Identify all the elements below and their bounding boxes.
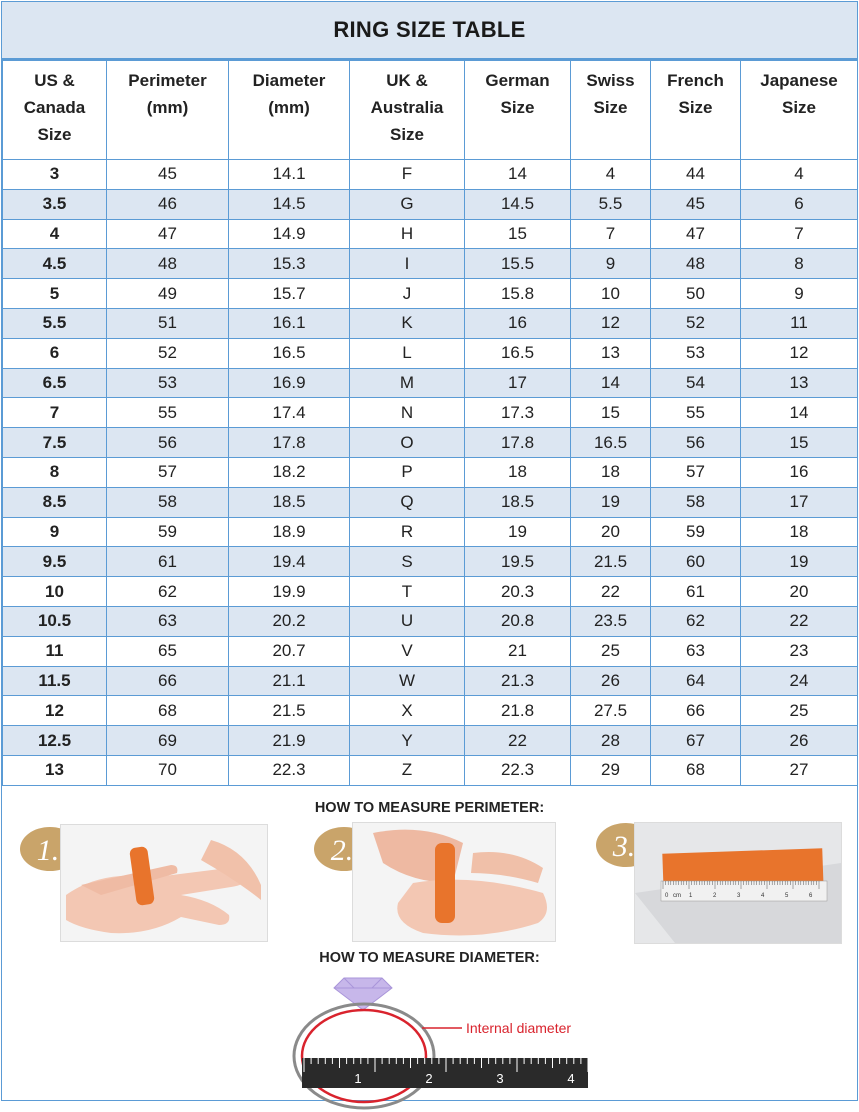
cell-uk: L — [350, 338, 465, 368]
col-header-uk: UK & Australia Size — [350, 61, 465, 160]
cell-us: 6 — [3, 338, 107, 368]
cell-diameter: 19.4 — [229, 547, 350, 577]
cell-swiss: 23.5 — [571, 606, 651, 636]
cell-swiss: 10 — [571, 279, 651, 309]
cell-uk: U — [350, 606, 465, 636]
cell-uk: R — [350, 517, 465, 547]
cell-german: 16.5 — [465, 338, 571, 368]
cell-japanese: 13 — [741, 368, 858, 398]
cell-perimeter: 69 — [107, 726, 229, 756]
cell-us: 9.5 — [3, 547, 107, 577]
cell-japanese: 11 — [741, 308, 858, 338]
cell-french: 44 — [651, 160, 741, 190]
cell-french: 52 — [651, 308, 741, 338]
cell-german: 21.3 — [465, 666, 571, 696]
cell-french: 54 — [651, 368, 741, 398]
internal-diameter-label: Internal diameter — [466, 1019, 572, 1036]
cell-swiss: 18 — [571, 457, 651, 487]
cell-diameter: 21.9 — [229, 726, 350, 756]
cell-diameter: 16.1 — [229, 308, 350, 338]
cell-diameter: 18.9 — [229, 517, 350, 547]
cell-japanese: 16 — [741, 457, 858, 487]
table-row — [3, 398, 858, 428]
chart-title: RING SIZE TABLE — [2, 2, 857, 60]
tape-mark-5: 5 — [785, 892, 789, 899]
cell-perimeter: 52 — [107, 338, 229, 368]
cell-diameter: 15.3 — [229, 249, 350, 279]
cell-japanese: 27 — [741, 755, 858, 785]
cell-german: 20.3 — [465, 577, 571, 607]
cell-german: 16 — [465, 308, 571, 338]
cell-japanese: 12 — [741, 338, 858, 368]
cell-swiss: 14 — [571, 368, 651, 398]
cell-uk: V — [350, 636, 465, 666]
cell-perimeter: 46 — [107, 189, 229, 219]
cell-us: 12 — [3, 696, 107, 726]
cell-swiss: 5.5 — [571, 189, 651, 219]
cell-german: 18.5 — [465, 487, 571, 517]
cell-french: 59 — [651, 517, 741, 547]
table-row — [3, 219, 858, 249]
header-row — [3, 61, 858, 160]
diameter-illustration — [282, 970, 622, 1110]
cell-japanese: 24 — [741, 666, 858, 696]
cell-perimeter: 55 — [107, 398, 229, 428]
table-row — [3, 189, 858, 219]
cell-german: 15.8 — [465, 279, 571, 309]
cell-swiss: 4 — [571, 160, 651, 190]
cell-french: 60 — [651, 547, 741, 577]
cell-uk: M — [350, 368, 465, 398]
cell-perimeter: 45 — [107, 160, 229, 190]
perimeter-heading: HOW TO MEASURE PERIMETER: — [314, 799, 545, 816]
table-row — [3, 249, 858, 279]
cell-us: 5 — [3, 279, 107, 309]
cell-japanese: 19 — [741, 547, 858, 577]
ruler-number-1: 1 — [354, 1070, 362, 1086]
step-2-label: 2. — [330, 833, 354, 867]
cell-french: 58 — [651, 487, 741, 517]
cell-french: 53 — [651, 338, 741, 368]
cell-uk: J — [350, 279, 465, 309]
col-header-swiss: Swiss Size — [571, 61, 651, 160]
cell-uk: Z — [350, 755, 465, 785]
ruler-measure-photo — [634, 822, 842, 944]
cell-french: 61 — [651, 577, 741, 607]
cell-perimeter: 49 — [107, 279, 229, 309]
cell-diameter: 16.9 — [229, 368, 350, 398]
table-row — [3, 308, 858, 338]
cell-perimeter: 62 — [107, 577, 229, 607]
table-row — [3, 666, 858, 696]
cell-japanese: 6 — [741, 189, 858, 219]
cell-uk: Y — [350, 726, 465, 756]
internal-ring-circle — [302, 1010, 426, 1102]
table-row — [3, 487, 858, 517]
cell-us: 7.5 — [3, 428, 107, 458]
cell-diameter: 17.4 — [229, 398, 350, 428]
table-row — [3, 577, 858, 607]
cell-perimeter: 59 — [107, 517, 229, 547]
mark-tape-photo — [352, 822, 556, 942]
cell-diameter: 20.2 — [229, 606, 350, 636]
cell-french: 48 — [651, 249, 741, 279]
cell-german: 18 — [465, 457, 571, 487]
cell-french: 56 — [651, 428, 741, 458]
cell-us: 11 — [3, 636, 107, 666]
cell-uk: T — [350, 577, 465, 607]
cell-swiss: 26 — [571, 666, 651, 696]
table-row — [3, 279, 858, 309]
cell-diameter: 14.9 — [229, 219, 350, 249]
step-3-label: 3. — [612, 829, 636, 863]
cell-perimeter: 66 — [107, 666, 229, 696]
cell-german: 21.8 — [465, 696, 571, 726]
cell-us: 3 — [3, 160, 107, 190]
cell-german: 21 — [465, 636, 571, 666]
cell-perimeter: 61 — [107, 547, 229, 577]
cell-german: 15.5 — [465, 249, 571, 279]
cell-japanese: 20 — [741, 577, 858, 607]
cell-perimeter: 70 — [107, 755, 229, 785]
cell-uk: S — [350, 547, 465, 577]
step-1-label: 1. — [36, 833, 60, 867]
table-row — [3, 755, 858, 785]
col-header-japanese: Japanese Size — [741, 61, 858, 160]
cell-german: 14.5 — [465, 189, 571, 219]
ruler-number-3: 3 — [496, 1070, 504, 1086]
col-header-german: German Size — [465, 61, 571, 160]
cell-swiss: 19 — [571, 487, 651, 517]
cell-uk: X — [350, 696, 465, 726]
cell-us: 4 — [3, 219, 107, 249]
cell-japanese: 22 — [741, 606, 858, 636]
cell-swiss: 13 — [571, 338, 651, 368]
col-header-perimeter: Perimeter (mm) — [107, 61, 229, 160]
cell-uk: Q — [350, 487, 465, 517]
table-row — [3, 726, 858, 756]
cell-german: 15 — [465, 219, 571, 249]
col-header-diameter: Diameter (mm) — [229, 61, 350, 160]
finger-wrap-photo — [60, 824, 268, 942]
cell-german: 14 — [465, 160, 571, 190]
cell-german: 17.8 — [465, 428, 571, 458]
ruler-number-2: 2 — [425, 1070, 433, 1086]
table-row — [3, 517, 858, 547]
cell-us: 4.5 — [3, 249, 107, 279]
cell-us: 8.5 — [3, 487, 107, 517]
cell-japanese: 23 — [741, 636, 858, 666]
cell-diameter: 16.5 — [229, 338, 350, 368]
cell-swiss: 25 — [571, 636, 651, 666]
cell-japanese: 4 — [741, 160, 858, 190]
cell-japanese: 17 — [741, 487, 858, 517]
cell-german: 17.3 — [465, 398, 571, 428]
cell-french: 55 — [651, 398, 741, 428]
table-row — [3, 636, 858, 666]
cell-us: 11.5 — [3, 666, 107, 696]
cell-japanese: 18 — [741, 517, 858, 547]
cell-diameter: 22.3 — [229, 755, 350, 785]
cell-uk: I — [350, 249, 465, 279]
cell-diameter: 18.2 — [229, 457, 350, 487]
ring-size-chart — [1, 1, 858, 1101]
cell-diameter: 15.7 — [229, 279, 350, 309]
cell-french: 57 — [651, 457, 741, 487]
cell-swiss: 16.5 — [571, 428, 651, 458]
cell-uk: K — [350, 308, 465, 338]
cell-diameter: 14.1 — [229, 160, 350, 190]
cell-uk: N — [350, 398, 465, 428]
cell-german: 19 — [465, 517, 571, 547]
cell-uk: F — [350, 160, 465, 190]
cell-us: 13 — [3, 755, 107, 785]
table-row — [3, 457, 858, 487]
tape-mark-3: 3 — [737, 892, 741, 899]
cell-german: 19.5 — [465, 547, 571, 577]
cell-japanese: 8 — [741, 249, 858, 279]
tape-mark-0: 0 — [665, 892, 669, 899]
cell-swiss: 27.5 — [571, 696, 651, 726]
cell-japanese: 7 — [741, 219, 858, 249]
diameter-heading: HOW TO MEASURE DIAMETER: — [319, 949, 540, 966]
cell-perimeter: 53 — [107, 368, 229, 398]
tape-mark-1: 1 — [689, 892, 693, 899]
cell-japanese: 14 — [741, 398, 858, 428]
cell-german: 17 — [465, 368, 571, 398]
cell-us: 5.5 — [3, 308, 107, 338]
cell-diameter: 21.5 — [229, 696, 350, 726]
tape-mark-2: 2 — [713, 892, 717, 899]
cell-perimeter: 65 — [107, 636, 229, 666]
cell-swiss: 21.5 — [571, 547, 651, 577]
cell-swiss: 9 — [571, 249, 651, 279]
cell-us: 10.5 — [3, 606, 107, 636]
measuring-guide — [2, 786, 857, 1112]
cell-diameter: 21.1 — [229, 666, 350, 696]
cell-us: 8 — [3, 457, 107, 487]
cell-uk: P — [350, 457, 465, 487]
cell-perimeter: 56 — [107, 428, 229, 458]
col-header-us: US & Canada Size — [3, 61, 107, 160]
cell-swiss: 28 — [571, 726, 651, 756]
table-body — [3, 160, 858, 786]
cell-uk: W — [350, 666, 465, 696]
tape-mark-cm: cm — [673, 892, 681, 899]
table-row — [3, 696, 858, 726]
ring-outline — [294, 1004, 434, 1108]
table-row — [3, 338, 858, 368]
table-row — [3, 428, 858, 458]
cell-us: 9 — [3, 517, 107, 547]
cell-us: 10 — [3, 577, 107, 607]
cell-french: 62 — [651, 606, 741, 636]
cell-french: 68 — [651, 755, 741, 785]
cell-japanese: 15 — [741, 428, 858, 458]
cell-french: 63 — [651, 636, 741, 666]
cell-german: 22 — [465, 726, 571, 756]
cell-swiss: 15 — [571, 398, 651, 428]
cell-diameter: 20.7 — [229, 636, 350, 666]
cell-us: 6.5 — [3, 368, 107, 398]
cell-uk: G — [350, 189, 465, 219]
cell-german: 20.8 — [465, 606, 571, 636]
table-row — [3, 606, 858, 636]
col-header-french: French Size — [651, 61, 741, 160]
cell-perimeter: 48 — [107, 249, 229, 279]
cell-french: 47 — [651, 219, 741, 249]
cell-japanese: 26 — [741, 726, 858, 756]
cell-us: 3.5 — [3, 189, 107, 219]
cell-swiss: 22 — [571, 577, 651, 607]
cell-japanese: 25 — [741, 696, 858, 726]
cell-french: 45 — [651, 189, 741, 219]
cell-us: 12.5 — [3, 726, 107, 756]
cell-uk: O — [350, 428, 465, 458]
table-row — [3, 160, 858, 190]
cell-us: 7 — [3, 398, 107, 428]
cell-swiss: 7 — [571, 219, 651, 249]
ruler-number-4: 4 — [567, 1070, 575, 1086]
cell-perimeter: 68 — [107, 696, 229, 726]
cell-french: 66 — [651, 696, 741, 726]
cell-swiss: 20 — [571, 517, 651, 547]
ring-size-table — [2, 60, 858, 786]
table-row — [3, 368, 858, 398]
cell-perimeter: 63 — [107, 606, 229, 636]
cell-japanese: 9 — [741, 279, 858, 309]
tape-mark-6: 6 — [809, 892, 813, 899]
table-row — [3, 547, 858, 577]
cell-diameter: 17.8 — [229, 428, 350, 458]
cell-diameter: 18.5 — [229, 487, 350, 517]
cell-french: 67 — [651, 726, 741, 756]
cell-perimeter: 57 — [107, 457, 229, 487]
cell-diameter: 14.5 — [229, 189, 350, 219]
tape-mark-4: 4 — [761, 892, 765, 899]
cell-diameter: 19.9 — [229, 577, 350, 607]
cell-perimeter: 47 — [107, 219, 229, 249]
cell-french: 64 — [651, 666, 741, 696]
cell-uk: H — [350, 219, 465, 249]
cell-perimeter: 58 — [107, 487, 229, 517]
cell-swiss: 29 — [571, 755, 651, 785]
cell-french: 50 — [651, 279, 741, 309]
cell-german: 22.3 — [465, 755, 571, 785]
cell-perimeter: 51 — [107, 308, 229, 338]
cell-swiss: 12 — [571, 308, 651, 338]
